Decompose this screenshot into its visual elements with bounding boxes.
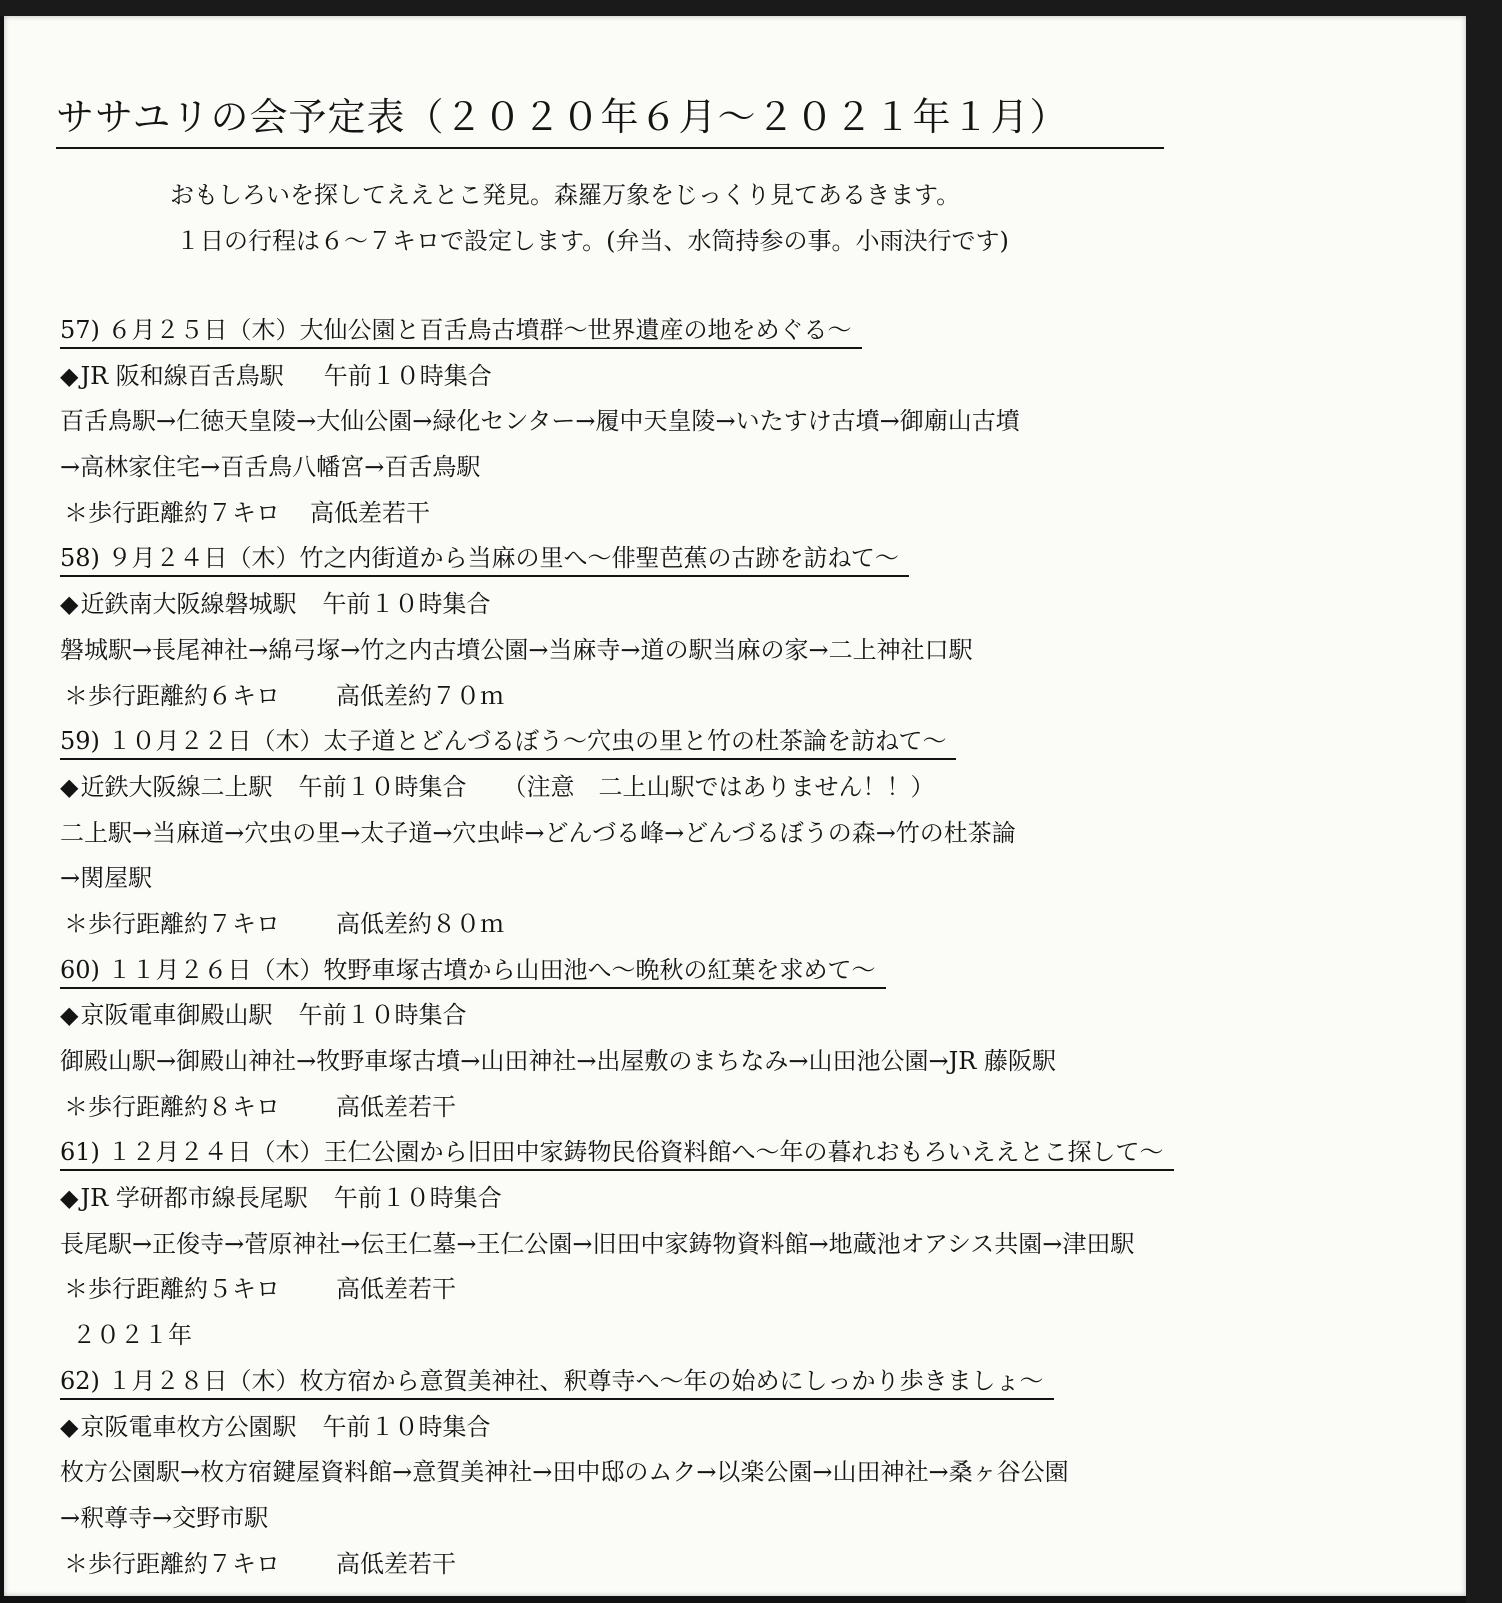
elevation-note: 高低差若干 bbox=[336, 1275, 456, 1304]
route-line: 枚方公園駅→枚方宿鍵屋資料館→意賀美神社→田中邸のムク→以楽公園→山田神社→桑ヶ谷公園 bbox=[60, 1458, 1069, 1487]
route-line: 百舌鳥駅→仁徳天皇陵→大仙公園→緑化センター→履中天皇陵→いたすけ古墳→御廟山古墳 bbox=[60, 407, 1020, 436]
walk-distance: ＊歩行距離約６キロ bbox=[64, 681, 280, 710]
elevation-note: 高低差約８０ｍ bbox=[336, 909, 504, 938]
scan-edge-top bbox=[0, 0, 1502, 16]
walk-notes bbox=[60, 1085, 1450, 1131]
event-heading: 58) ９月２４日（木）竹之内街道から当麻の里へ～俳聖芭蕉の古跡を訪ねて～ bbox=[60, 536, 1450, 582]
meeting-time: 午前１０時集合 （注意 二上山駅ではありません！！） bbox=[298, 772, 935, 801]
meeting-place: 近鉄南大阪線磐城駅 bbox=[80, 590, 297, 619]
page-title: ササユリの会予定表（２０２０年６月～２０２１年１月） bbox=[56, 86, 1164, 149]
intro-line: おもしろいを探してええとこ発見。森羅万象をじっくり見てあるきます。 bbox=[170, 181, 961, 209]
year-label: ２０２１年 bbox=[72, 1321, 192, 1350]
route-line: 磐城駅→長尾神社→綿弓塚→竹之内古墳公園→当麻寺→道の駅当麻の家→二上神社口駅 bbox=[60, 635, 973, 664]
walk-distance: ＊歩行距離約５キロ bbox=[64, 1275, 280, 1304]
meeting-place: 京阪電車御殿山駅 bbox=[80, 1001, 273, 1030]
walk-distance: ＊歩行距離約７キロ bbox=[64, 1549, 280, 1578]
walk-notes bbox=[60, 674, 1450, 720]
intro-line: １日の行程は６～７キロで設定します。(弁当、水筒持参の事。小雨決行です) bbox=[176, 227, 1009, 255]
route-line: 長尾駅→正俊寺→菅原神社→伝王仁墓→王仁公園→旧田中家鋳物資料館→地蔵池オアシス共園→津田駅 bbox=[60, 1229, 1135, 1258]
meeting-info bbox=[60, 993, 1450, 1039]
meeting-info bbox=[60, 582, 1450, 628]
walk-notes bbox=[60, 1267, 1450, 1313]
diamond-bullet-icon: ◆ bbox=[60, 1001, 79, 1030]
elevation-note: 高低差若干 bbox=[336, 1092, 456, 1121]
meeting-time: 午前１０時集合 bbox=[322, 590, 491, 619]
walk-distance: ＊歩行距離約７キロ bbox=[64, 498, 280, 527]
walk-notes bbox=[60, 902, 1450, 948]
event-heading: 60) １１月２６日（木）牧野車塚古墳から山田池へ～晩秋の紅葉を求めて～ bbox=[60, 948, 1450, 994]
walk-notes bbox=[60, 491, 1450, 537]
intro-text bbox=[170, 172, 1009, 264]
meeting-info bbox=[60, 765, 1450, 811]
title-block bbox=[56, 86, 1164, 149]
meeting-info bbox=[60, 354, 1450, 400]
diamond-bullet-icon: ◆ bbox=[60, 772, 79, 801]
meeting-time: 午前１０時集合 bbox=[333, 1184, 502, 1213]
meeting-place: JR 阪和線百舌鳥駅 bbox=[80, 361, 284, 390]
route-line: 二上駅→当麻道→穴虫の里→太子道→穴虫峠→どんづる峰→どんづるぼうの森→竹の杜茶論 bbox=[60, 818, 1016, 847]
meeting-time: 午前１０時集合 bbox=[298, 1001, 467, 1030]
route-line: →高林家住宅→百舌鳥八幡宮→百舌鳥駅 bbox=[60, 453, 481, 482]
walk-distance: ＊歩行距離約７キロ bbox=[64, 909, 280, 938]
diamond-bullet-icon: ◆ bbox=[60, 590, 79, 619]
meeting-info bbox=[60, 1176, 1450, 1222]
elevation-note: 高低差若干 bbox=[310, 498, 430, 527]
event-heading: 61) １２月２４日（木）王仁公園から旧田中家鋳物民俗資料館へ～年の暮れおもろいええとこ探して～ bbox=[60, 1130, 1450, 1176]
diamond-bullet-icon: ◆ bbox=[60, 361, 79, 390]
meeting-place: JR 学研都市線長尾駅 bbox=[80, 1184, 308, 1213]
meeting-time: 午前１０時集合 bbox=[323, 361, 492, 390]
event-heading: 62) １月２８日（木）枚方宿から意賀美神社、釈尊寺へ～年の始めにしっかり歩きましょ～ bbox=[60, 1359, 1450, 1405]
elevation-note: 高低差約７０ｍ bbox=[336, 681, 504, 710]
walk-notes bbox=[60, 1542, 1450, 1588]
meeting-info bbox=[60, 1405, 1450, 1451]
meeting-time: 午前１０時集合 bbox=[322, 1412, 491, 1441]
walk-distance: ＊歩行距離約８キロ bbox=[64, 1092, 280, 1121]
schedule-list bbox=[60, 308, 1450, 1587]
route-line: →関屋駅 bbox=[60, 864, 153, 893]
route-line: →釈尊寺→交野市駅 bbox=[60, 1503, 269, 1532]
diamond-bullet-icon: ◆ bbox=[60, 1184, 79, 1213]
event-heading: 57) ６月２５日（木）大仙公園と百舌鳥古墳群～世界遺産の地をめぐる～ bbox=[60, 308, 1450, 354]
route-line: 御殿山駅→御殿山神社→牧野車塚古墳→山田神社→出屋敷のまちなみ→山田池公園→JR 藤阪駅 bbox=[60, 1047, 1056, 1075]
diamond-bullet-icon: ◆ bbox=[60, 1412, 79, 1441]
scan-edge-right bbox=[1466, 0, 1502, 1603]
meeting-place: 京阪電車枚方公園駅 bbox=[80, 1412, 297, 1441]
meeting-place: 近鉄大阪線二上駅 bbox=[80, 772, 273, 801]
event-heading: 59) １０月２２日（木）太子道とどんづるぼう～穴虫の里と竹の杜茶論を訪ねて～ bbox=[60, 719, 1450, 765]
elevation-note: 高低差若干 bbox=[336, 1549, 456, 1578]
